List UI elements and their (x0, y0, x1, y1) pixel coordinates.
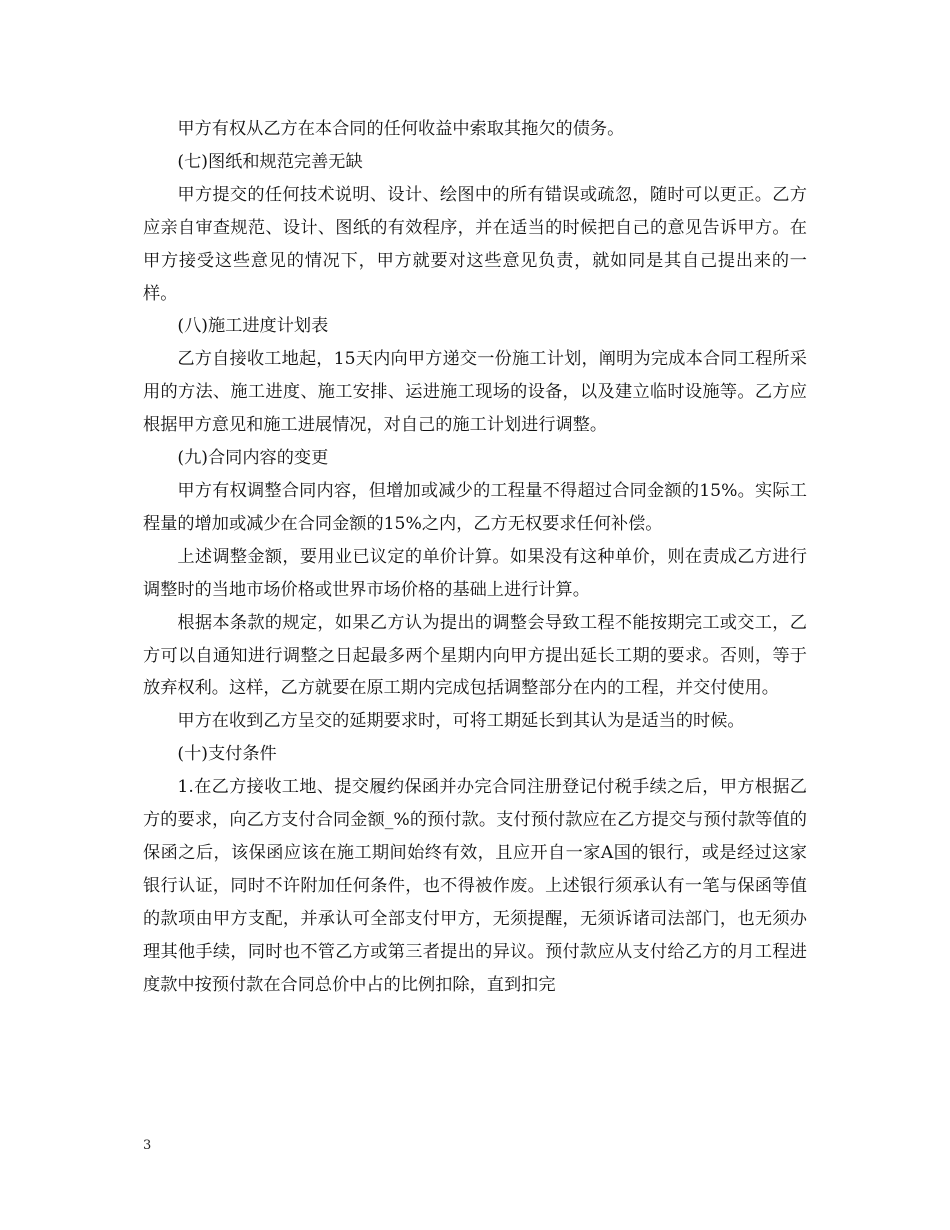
section-heading: (八)施工进度计划表 (177, 316, 329, 337)
page-number: 3 (143, 1138, 152, 1153)
paragraph: 1.在乙方接收工地、提交履约保函并办完合同注册登记付税手续之后，甲方根据乙方的要求，向乙方支付合同金额_%的预付款。支付预付款应在乙方提交与预付款等值的保函之后，该保函应该在施工期间始终有效，且应开自一家A国的银行，或是经过这家银行认证，同时不许附加任何条件，也不得被作废。上述银行须承认有一笔与保函等值的款项由甲方支配，并承认可全部支付甲方，无须提醒，无须诉诸司法部门，也无须办理其他手续，同时也不管乙方或第三者提出的异议。预付款应从支付给乙方的月工程进度款中按预付款在合同总价中占的比例扣除，直到扣完 (143, 777, 807, 995)
section-heading: (七)图纸和规范完善无缺 (177, 151, 363, 172)
paragraph: 甲方提交的任何技术说明、设计、绘图中的所有错误或疏忽，随时可以更正。乙方应亲自审查规范、设计、图纸的有效程序，并在适当的时候把自己的意见告诉甲方。在甲方接受这些意见的情况下，甲方就要对这些意见负责，就如同是其自己提出来的一样。 (143, 184, 807, 304)
paragraph: 乙方自接收工地起，15天内向甲方递交一份施工计划，阐明为完成本合同工程所采用的方法、施工进度、施工安排、运进施工现场的设备，以及建立临时设施等。乙方应根据甲方意见和施工进展情况，对自己的施工计划进行调整。 (143, 349, 807, 436)
paragraph: 根据本条款的规定，如果乙方认为提出的调整会导致工程不能按期完工或交工，乙方可以自通知进行调整之日起最多两个星期内向甲方提出延长工期的要求。否则，等于放弃权利。这样，乙方就要在原工期内完成包括调整部分在内的工程，并交付使用。 (143, 612, 807, 699)
paragraph: 甲方有权从乙方在本合同的任何收益中索取其拖欠的债务。 (177, 119, 625, 139)
paragraph: 甲方有权调整合同内容，但增加或减少的工程量不得超过合同金额的15%。实际工程量的增加或减少在合同金额的15%之内，乙方无权要求任何补偿。 (143, 480, 807, 534)
paragraph: 甲方在收到乙方呈交的延期要求时，可将工期延长到其认为是适当的时候。 (177, 711, 745, 732)
section-heading: (十)支付条件 (177, 744, 277, 765)
section-heading: (九)合同内容的变更 (177, 448, 329, 469)
paragraph: 上述调整金额，要用业已议定的单价计算。如果没有这种单价，则在责成乙方进行调整时的当地市场价格或世界市场价格的基础上进行计算。 (143, 546, 807, 600)
document-body (143, 113, 807, 1001)
